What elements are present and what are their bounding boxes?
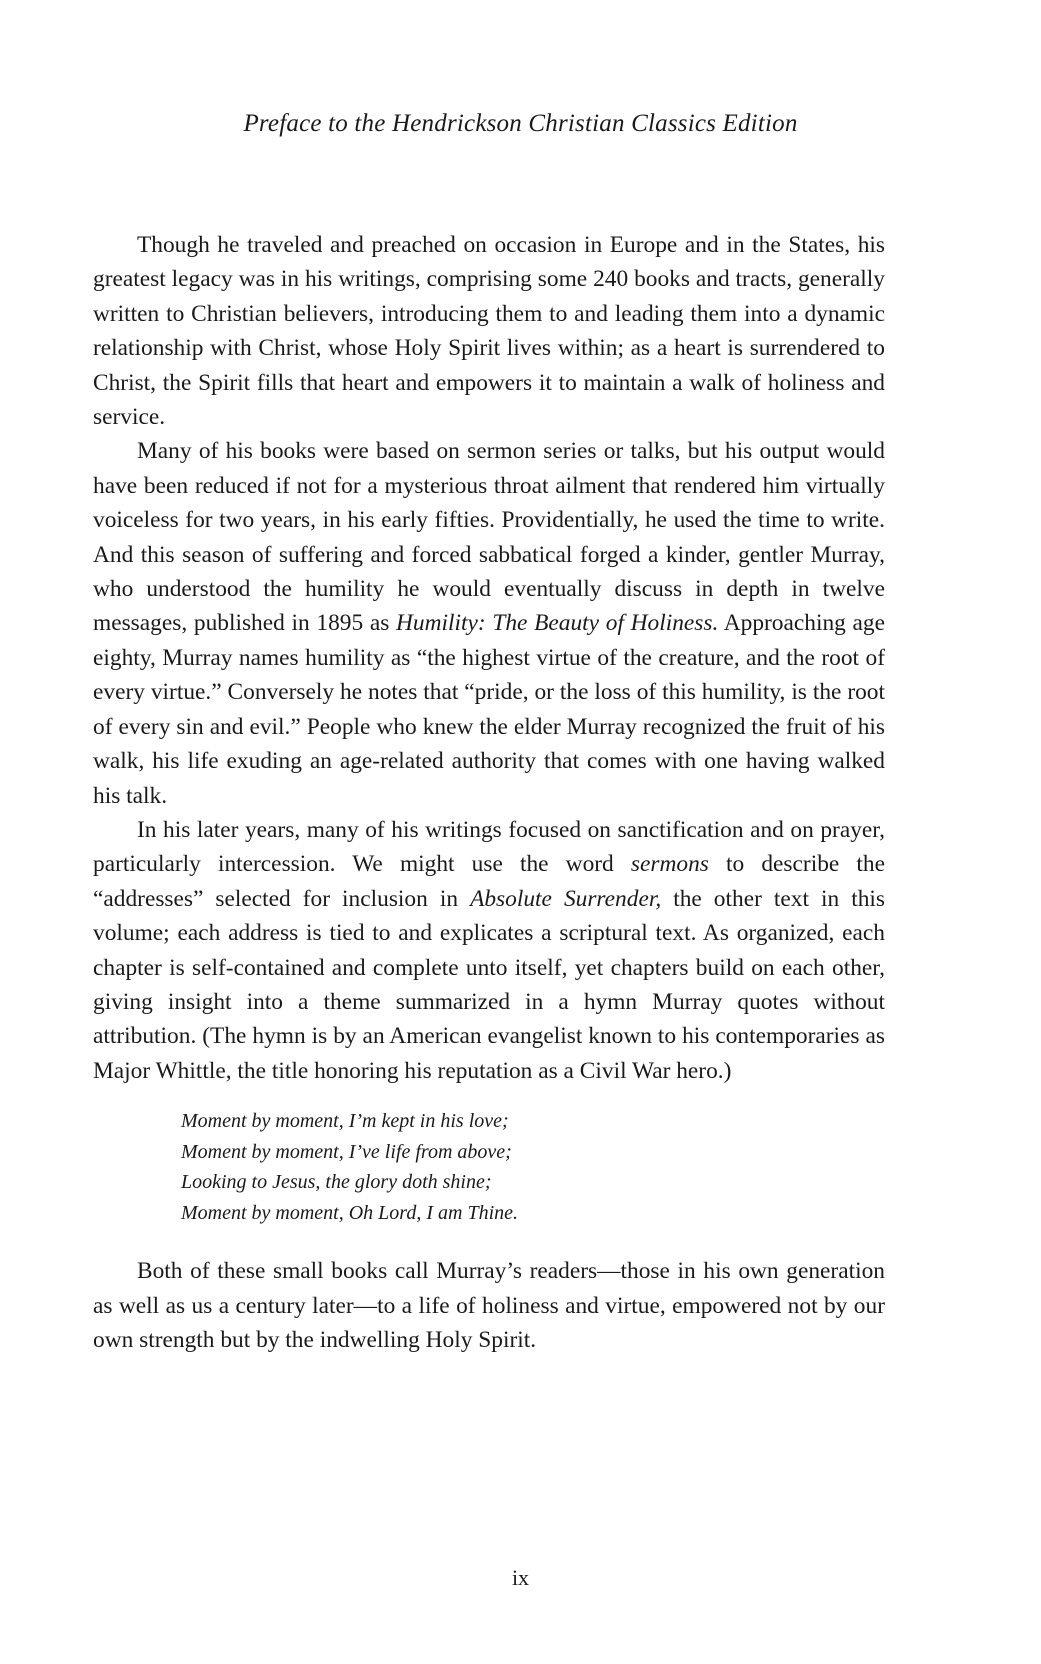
body-text [93, 228, 885, 1357]
verse-line: Looking to Jesus, the glory doth shine; [181, 1171, 492, 1194]
running-head: Preface to the Hendrickson Christian Classics Edition [243, 110, 798, 137]
italic-title-run: sermons [630, 851, 709, 878]
paragraph-1 [93, 228, 885, 434]
paragraph-3 [93, 813, 885, 1088]
page-number: ix [511, 1565, 530, 1590]
text-run: to describe the “addresses” selected for inclusion in [93, 851, 885, 912]
text-run: In his later years, many of his writings focused on sanctification and on prayer, particularly intercession. We might use the word [93, 816, 885, 878]
text-run: Many of his books were based on sermon series or talks, but his output would have been reduced if not for a mysterious throat ailment that rendered him virtually voiceless for two years, in his early fifties. Providentially, he used the time to write. And this season of suffering and forced sabbatical forged a kinder, gentler Murray, who understood the humility he would eventually discuss in depth in twelve messages, published in 1895 as [93, 438, 885, 637]
text-run: the other text in this volume; each address is tied to and explicates a scriptural text. As organized, each chapter is self-contained and complete unto itself, yet chapters build on each other, giving insight into a theme summarized in a hymn Murray quotes without attribution. (The hymn is by an American evangelist known to his contemporaries as Major Whittle, the title honoring his reputation as a Civil War hero.) [93, 885, 885, 1084]
italic-title-run: Humility: The Beauty of Holiness. [396, 610, 719, 637]
verse-line: Moment by moment, Oh Lord, I am Thine. [181, 1201, 519, 1224]
hymn-verse [181, 1106, 885, 1228]
text-run: Though he traveled and preached on occasion in Europe and in the States, his greatest legacy was in his writings, comprising some 240 books and tracts, generally written to Christian believers, introducing them to and leading them into a dynamic relationship with Christ, whose Holy Spirit lives within; as a heart is surrendered to Christ, the Spirit fills that heart and empowers it to maintain a walk of holiness and service. [93, 232, 885, 431]
text-run: Approaching age eighty, Murray names humility as “the highest virtue of the creature, and the root of every virtue.” Conversely he notes that “pride, or the loss of this humility, is the root of every sin and evil.” People who knew the elder Murray recognized the fruit of his walk, his life exuding an age-related authority that comes with one having walked his talk. [93, 610, 885, 809]
verse-line: Moment by moment, I’ve life from above; [181, 1140, 512, 1163]
paragraph-2 [93, 434, 885, 812]
italic-title-run: Absolute Surrender, [470, 885, 662, 912]
verse-line: Moment by moment, I’m kept in his love; [181, 1110, 509, 1133]
closing-paragraph: Both of these small books call Murray’s readers—those in his own generation as well as us a century later—to a life of holiness and virtue, empowered not by our own strength but by the indwelling Holy Spirit. [93, 1258, 885, 1353]
